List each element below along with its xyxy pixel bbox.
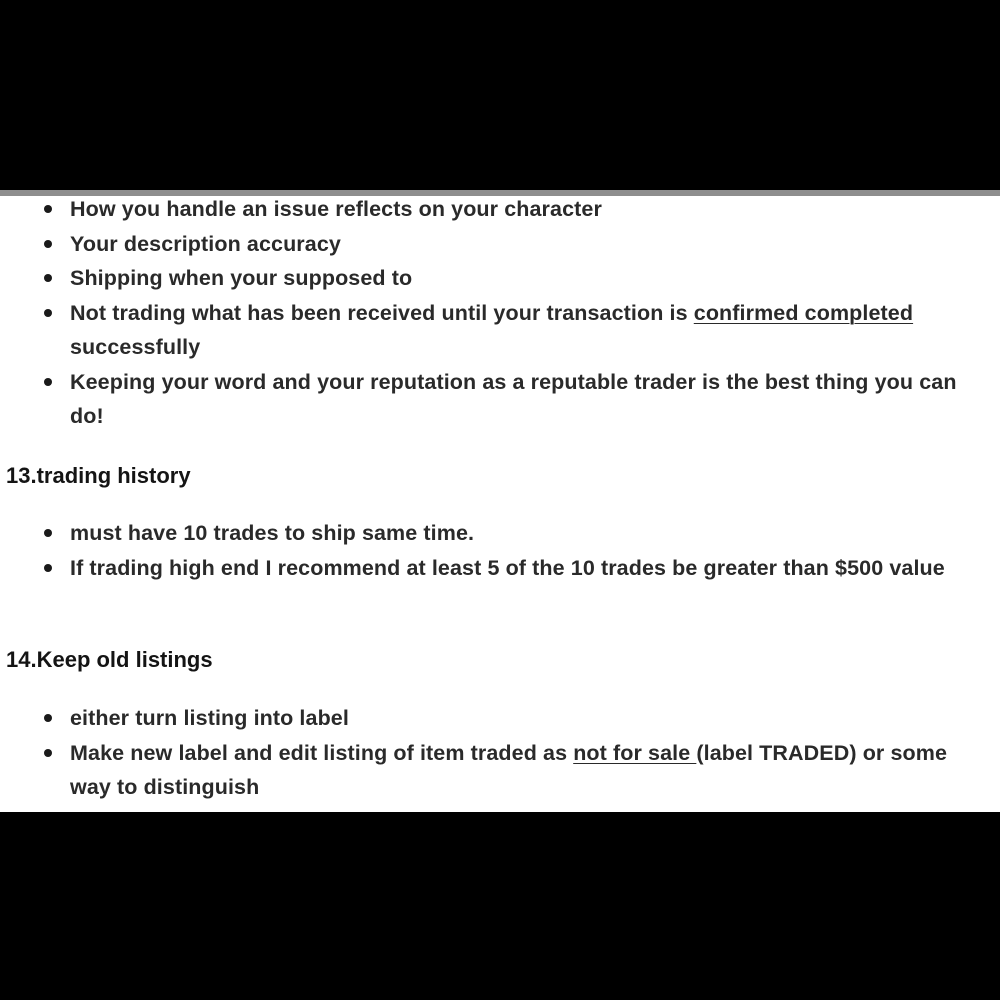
bullet-icon (44, 309, 52, 317)
list-item-text: successfully (70, 335, 201, 359)
document-page (0, 196, 1000, 812)
section-heading-13: 13.trading history (6, 463, 191, 488)
bullet-icon (44, 529, 52, 537)
list-item (0, 296, 1000, 365)
underlined-text: not for sale (573, 740, 697, 765)
bullet-icon (44, 240, 52, 248)
bullet-icon (44, 714, 52, 722)
list-item (0, 551, 1000, 586)
bullet-icon (44, 378, 52, 386)
list-item-text: (label TRADED) or some way to distinguish (70, 740, 948, 799)
section-heading-14: 14.Keep old listings (6, 647, 213, 672)
list-item (0, 196, 1000, 227)
list-item-text: How you handle an issue reflects on your character (70, 197, 602, 221)
list-item (0, 701, 1000, 736)
old-listings-bullet-list (0, 701, 1000, 805)
list-item-text: Keeping your word and your reputation as a reputable trader is the best thing you can do! (70, 369, 957, 428)
intro-bullet-list (0, 196, 1000, 434)
top-black-border (0, 0, 1000, 190)
list-item (0, 227, 1000, 262)
bullet-icon (44, 274, 52, 282)
list-item-text: must have 10 trades to ship same time. (70, 521, 475, 545)
list-item (0, 261, 1000, 296)
list-item-text: Not trading what has been received until your transaction is (70, 300, 694, 325)
list-item-text: either turn listing into label (70, 706, 349, 730)
bullet-icon (44, 564, 52, 572)
list-item (0, 736, 1000, 805)
list-item (0, 516, 1000, 551)
list-item-text: Your description accuracy (70, 231, 341, 256)
list-item-text: Shipping when your supposed to (70, 266, 413, 290)
list-item (0, 365, 1000, 434)
bullet-icon (44, 205, 52, 213)
bottom-black-border (0, 812, 1000, 1000)
trading-history-bullet-list (0, 516, 1000, 585)
bullet-icon (44, 749, 52, 757)
underlined-text: confirmed completed (693, 300, 914, 325)
list-item-text: Make new label and edit listing of item traded as (70, 740, 574, 765)
list-item-text: If trading high end I recommend at least 5 of the 10 trades be greater than $500 value (70, 555, 945, 580)
